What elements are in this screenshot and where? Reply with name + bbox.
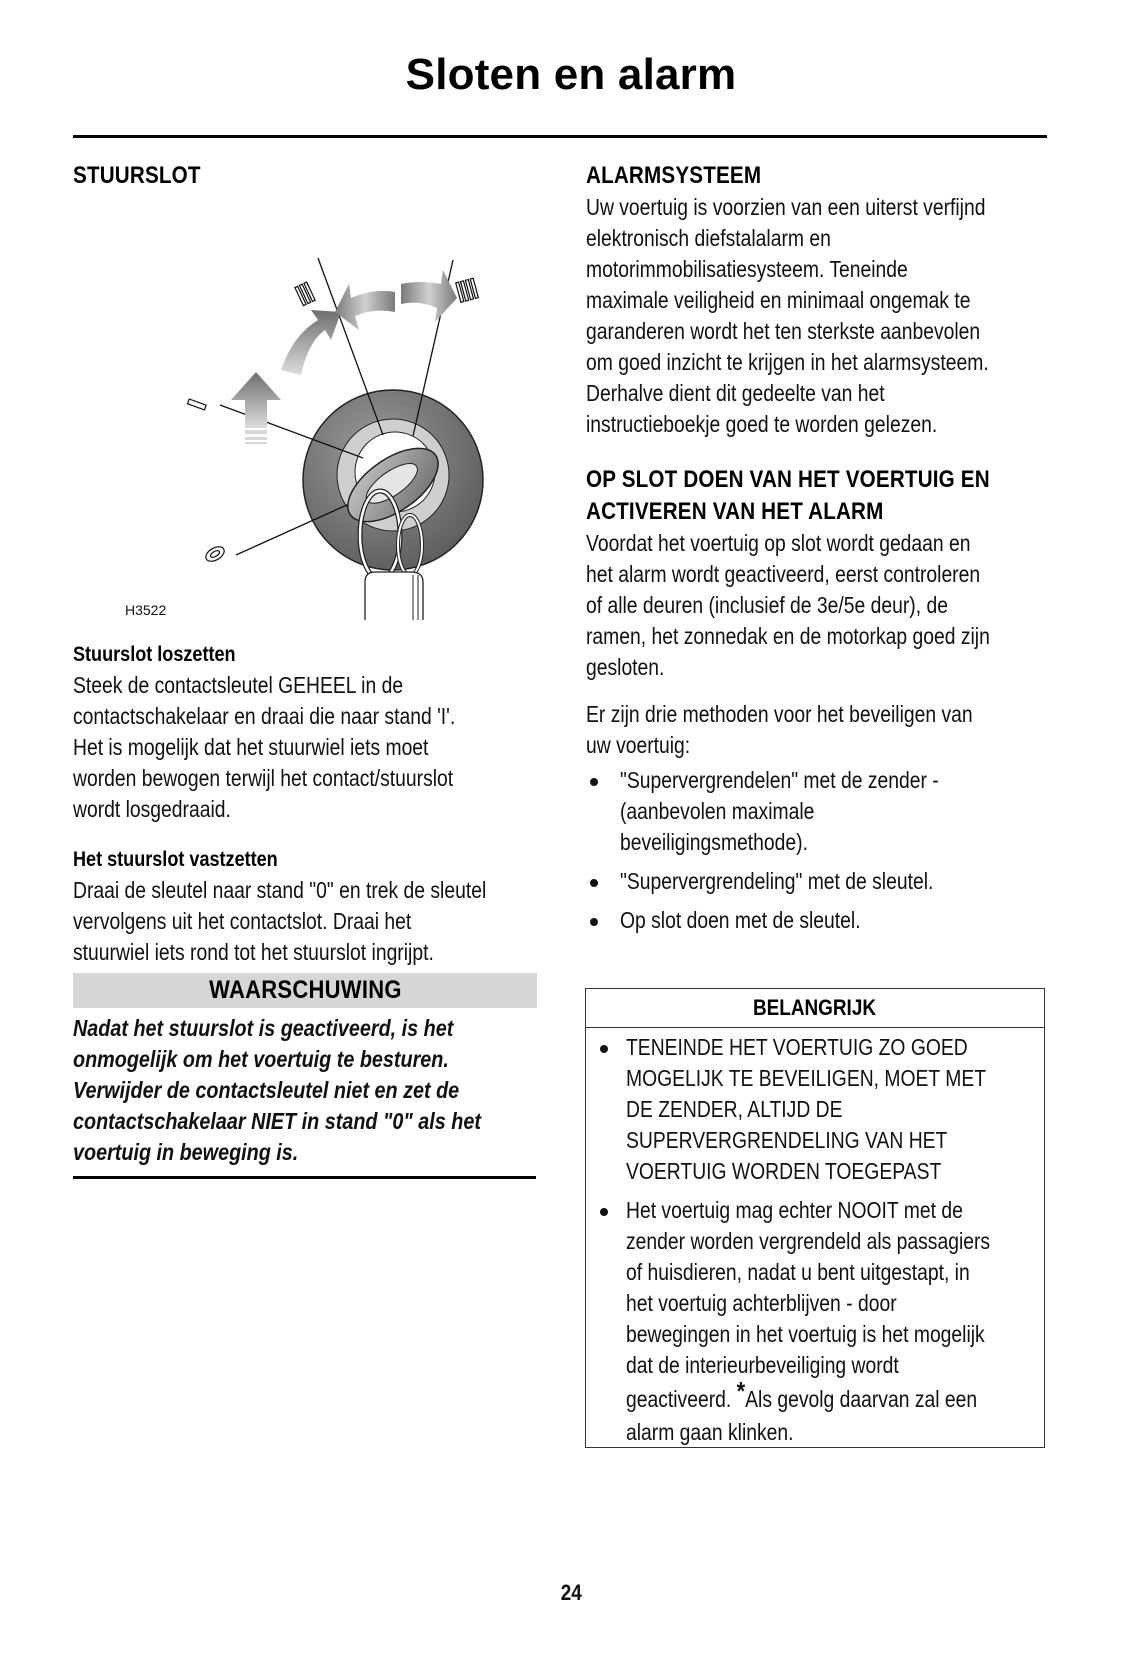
paragraph-line: gesloten. (586, 654, 665, 680)
warning-line: Nadat het stuurslot is geactiveerd, is het (73, 1015, 454, 1041)
bullet-icon (590, 778, 598, 786)
paragraph-line: wordt losgedraaid. (73, 796, 231, 822)
paragraph-line: Steek de contactsleutel GEHEEL in de (73, 672, 404, 698)
paragraph-line: vervolgens uit het contactslot. Draai het (73, 908, 412, 934)
warning-bottom-rule (73, 1176, 536, 1179)
subheading-stuurslot-loszetten: Stuurslot loszetten (73, 643, 236, 666)
section-heading-alarmsysteem: ALARMSYSTEEM (586, 162, 762, 189)
paragraph-line: elektronisch diefstalalarm en (586, 225, 831, 251)
paragraph-line: Voordat het voertuig op slot wordt gedaan en (586, 530, 971, 556)
warning-line: Verwijder de contactsleutel niet en zet de (73, 1077, 460, 1103)
right-column (586, 160, 1046, 936)
ignition-key-diagram-icon (73, 200, 537, 620)
bullet-icon (590, 879, 598, 887)
unlock-section (73, 640, 537, 825)
paragraph-line: contactschakelaar en draai die naar stand 'I'. (73, 703, 456, 729)
list-item-text: beveiligingsmethode). (620, 829, 808, 855)
list-item (592, 1195, 1038, 1448)
list-item-text: TENEINDE HET VOERTUIG ZO GOED (626, 1034, 968, 1060)
paragraph-line: om goed inzicht te krijgen in het alarmsysteem. (586, 349, 989, 375)
paragraph-line: Uw voertuig is voorzien van een uiterst verfijnd (586, 194, 986, 220)
title-rule (73, 135, 1047, 138)
list-item-text: bewegingen in het voertuig is het mogelijk (626, 1321, 985, 1347)
paragraph-line: maximale veiligheid en minimaal ongemak te (586, 287, 971, 313)
list-item (586, 905, 1046, 936)
list-item-text (626, 1376, 978, 1417)
paragraph-line: uw voertuig: (586, 732, 691, 758)
figure-reference-label: H3522 (125, 602, 167, 618)
list-item-text: zender worden vergrendeld als passagiers (626, 1228, 991, 1254)
paragraph-line: instructieboekje goed te worden gelezen. (586, 411, 938, 437)
left-column (73, 160, 537, 968)
page-number-text: 24 (560, 1580, 582, 1605)
list-item (592, 1032, 1038, 1187)
list-item-text: of huisdieren, nadat u bent uitgestapt, in (626, 1259, 970, 1285)
section-heading-op-slot-cont: ACTIVEREN VAN HET ALARM (586, 498, 884, 525)
section-heading-op-slot: OP SLOT DOEN VAN HET VOERTUIG EN (586, 466, 990, 493)
text-fragment: Als gevolg daarvan zal een (745, 1386, 978, 1412)
paragraph-line: ramen, het zonnedak en de motorkap goed zijn (586, 623, 990, 649)
list-item-text: "Supervergrendelen" met de zender - (620, 767, 939, 793)
list-item-text: het voertuig achterblijven - door (626, 1290, 897, 1316)
list-item-text: Het voertuig mag echter NOOIT met de (626, 1197, 963, 1223)
locking-section (586, 464, 1046, 936)
subheading-stuurslot-vastzetten: Het stuurslot vastzetten (73, 848, 278, 871)
paragraph-line: het alarm wordt geactiveerd, eerst controleren (586, 561, 981, 587)
paragraph-line: stuurwiel iets rond tot het stuurslot ingrijpt. (73, 939, 434, 965)
bullet-icon (600, 1208, 608, 1216)
ignition-switch-illustration (73, 200, 537, 620)
important-body (586, 1028, 1044, 1448)
page-number (0, 1580, 1142, 1606)
list-item-text: dat de interieurbeveiliging wordt (626, 1352, 899, 1378)
paragraph-line: Het is mogelijk dat het stuurwiel iets moet (73, 734, 429, 760)
important-notice-box (585, 988, 1045, 1448)
paragraph-line: motorimmobilisatiesysteem. Teneinde (586, 256, 908, 282)
paragraph-line: Draai de sleutel naar stand "0" en trek de sleutel (73, 877, 487, 903)
bullet-icon (600, 1045, 608, 1053)
warning-line: voertuig in beweging is. (73, 1139, 299, 1165)
list-item-text: "Supervergrendeling" met de sleutel. (620, 868, 934, 894)
paragraph-line: Er zijn drie methoden voor het beveiligen van (586, 701, 973, 727)
lock-section (73, 845, 537, 968)
important-title: BELANGRIJK (753, 995, 877, 1020)
warning-line: onmogelijk om het voertuig te besturen. (73, 1046, 449, 1072)
warning-banner (73, 973, 537, 1008)
list-item (586, 765, 1046, 858)
paragraph-line: garanderen wordt het ten sterkste aanbevolen (586, 318, 981, 344)
warning-title: WAARSCHUWING (208, 976, 402, 1004)
list-item (586, 866, 1046, 897)
warning-text (73, 1013, 543, 1168)
list-item-text: Op slot doen met de sleutel. (620, 907, 861, 933)
list-item-text: MOGELIJK TE BEVEILIGEN, MOET MET (626, 1065, 987, 1091)
list-item-text: DE ZENDER, ALTIJD DE (626, 1096, 843, 1122)
list-item-text: VOERTUIG WORDEN TOEGEPAST (626, 1158, 942, 1184)
paragraph-line: of alle deuren (inclusief de 3e/5e deur), de (586, 592, 948, 618)
asterisk-icon: * (736, 1376, 746, 1406)
list-item-text: alarm gaan klinken. (626, 1419, 794, 1445)
list-item-text: (aanbevolen maximale (620, 798, 815, 824)
paragraph-line: worden bewogen terwijl het contact/stuurslot (73, 765, 454, 791)
paragraph-line: Derhalve dient dit gedeelte van het (586, 380, 885, 406)
page-title: Sloten en alarm (405, 50, 737, 99)
section-heading-stuurslot: STUURSLOT (73, 162, 201, 189)
warning-line: contactschakelaar NIET in stand "0" als het (73, 1108, 481, 1134)
important-header (586, 989, 1044, 1028)
list-item-text: SUPERVERGRENDELING VAN HET (626, 1127, 948, 1153)
text-fragment: geactiveerd. (626, 1386, 737, 1412)
bullet-icon (590, 918, 598, 926)
